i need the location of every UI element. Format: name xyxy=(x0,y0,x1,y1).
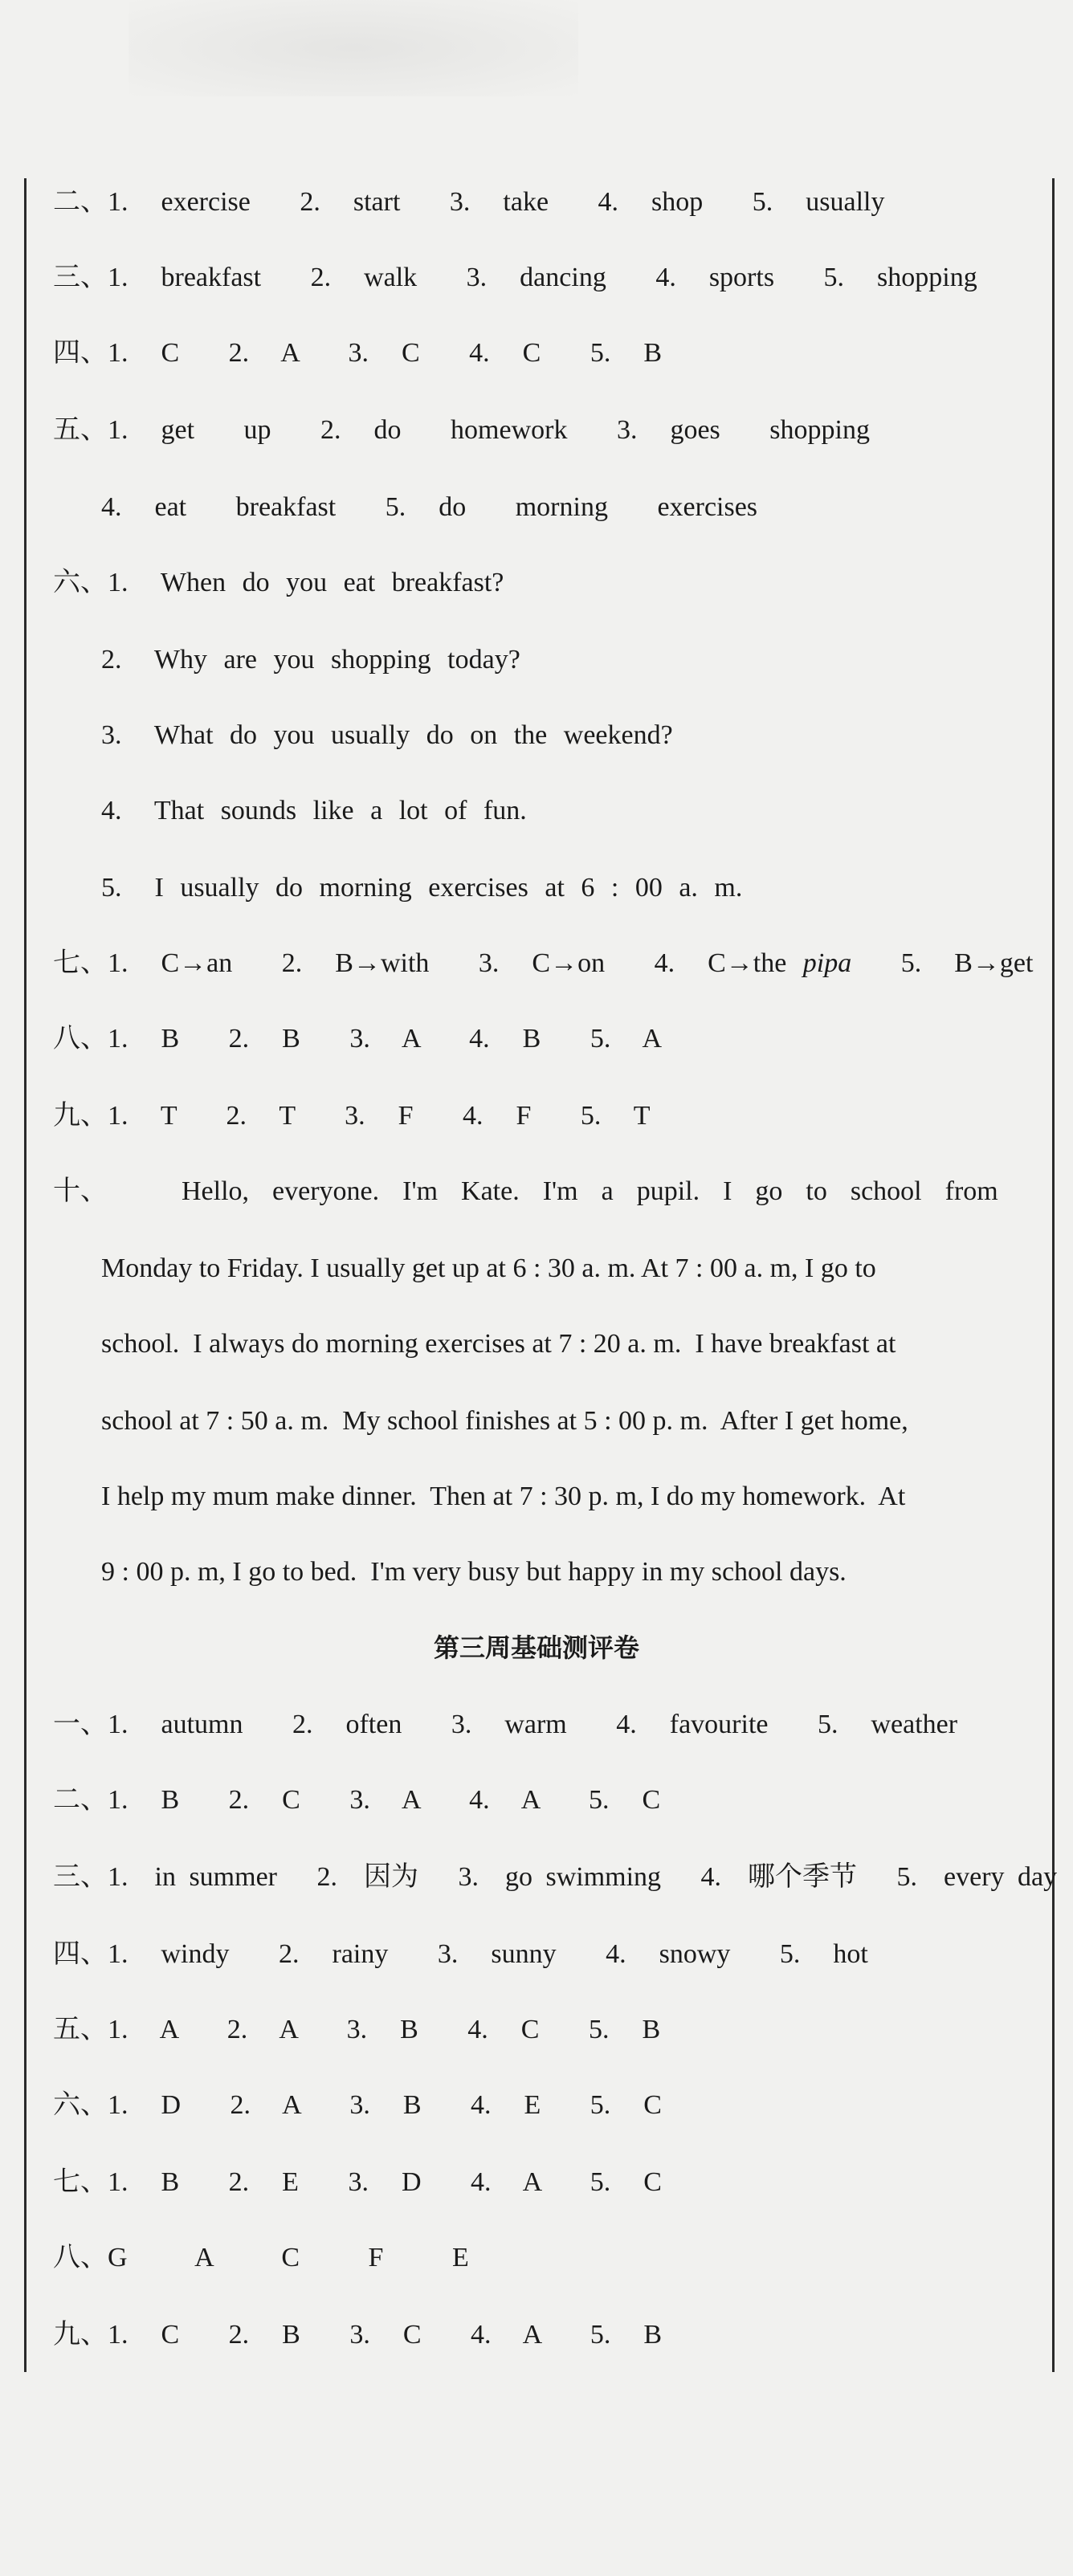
answer-line xyxy=(53,567,1033,599)
answer-text: 1. B 2. B 3. A 4. B 5. A xyxy=(108,1024,663,1054)
question-number: 四、 xyxy=(53,1939,108,1969)
answer-text: 1. autumn 2. often 3. warm 4. favourite 5. weather xyxy=(108,1710,958,1739)
answer-line xyxy=(53,1861,1058,1893)
question-number: 十、 xyxy=(53,1176,108,1206)
answer-text: 1. C 2. A 3. C 4. C 5. B xyxy=(108,338,663,368)
answer-text: 1. T 2. T 3. F 4. F 5. T xyxy=(108,1101,651,1131)
answer-line xyxy=(101,491,1073,524)
answer-line xyxy=(101,644,1073,676)
answer-line xyxy=(53,948,1033,980)
answer-line xyxy=(53,337,1033,369)
answer-line xyxy=(53,1938,1033,1971)
answer-line xyxy=(101,872,1073,904)
answer-line xyxy=(53,1784,1033,1816)
answer-line xyxy=(53,2242,1033,2274)
question-number: 八、 xyxy=(53,2243,108,2272)
answer-text: 2. Why are you shopping today? xyxy=(101,645,520,675)
answer-text: 1. breakfast 2. walk 3. dancing 4. sports 5. shopping xyxy=(108,263,977,292)
answer-text: 1. exercise 2. start 3. take 4. shop 5. usually xyxy=(108,187,885,217)
answer-line xyxy=(53,1023,1033,1055)
answer-text: 1. get up 2. do homework 3. goes shopping xyxy=(108,415,870,445)
question-number: 九、 xyxy=(53,1101,108,1131)
answer-text: 1. C→an 2. B→with 3. C→on 4. C→the xyxy=(108,948,803,978)
question-number: 六、 xyxy=(53,2090,108,2120)
left-border-rule xyxy=(24,178,27,2372)
answer-text: 5. I usually do morning exercises at 6 : 00 a. m. xyxy=(101,873,743,903)
question-number: 八、 xyxy=(53,1024,108,1054)
scan-smudge xyxy=(129,0,578,96)
question-number: 二、 xyxy=(53,187,108,217)
answer-line xyxy=(53,2166,1033,2199)
answer-line xyxy=(53,1100,1033,1132)
answer-text: 4. eat breakfast 5. do morning exercises xyxy=(101,492,758,522)
essay-line: 9 : 00 p. m, I go to bed. I'm very busy but happy in my school days. xyxy=(101,1557,847,1587)
answer-text: 4. That sounds like a lot of fun. xyxy=(101,796,527,825)
answer-line xyxy=(101,719,1073,752)
question-number: 一、 xyxy=(53,1710,108,1739)
section-title: 第三周基础测评卷 xyxy=(433,1632,639,1663)
answer-line xyxy=(53,1709,1033,1741)
question-number: 七、 xyxy=(53,2167,108,2197)
answer-text-italic: pipa xyxy=(802,948,852,978)
essay-line: school at 7 : 50 a. m. My school finishes at 5 : 00 p. m. After I get home, xyxy=(101,1406,908,1436)
essay-line: school. I always do morning exercises at 7 : 20 a. m. I have breakfast at xyxy=(101,1329,896,1359)
question-number: 六、 xyxy=(53,568,108,597)
answer-line xyxy=(53,186,1033,218)
answer-text: G A C F E xyxy=(108,2243,469,2272)
question-number: 三、 xyxy=(53,263,108,292)
question-number: 五、 xyxy=(53,415,108,445)
answer-text: 1. B 2. E 3. D 4. A 5. C xyxy=(108,2167,662,2197)
question-number: 五、 xyxy=(53,2015,108,2044)
question-number: 九、 xyxy=(53,2320,108,2350)
question-number: 二、 xyxy=(53,1785,108,1815)
essay-line: Monday to Friday. I usually get up at 6 : 30 a. m. At 7 : 00 a. m, I go to xyxy=(101,1253,876,1283)
answer-text: 1. in summer 2. 因为 3. go swimming 4. 哪个季节 5. every day xyxy=(108,1862,1058,1892)
answer-line xyxy=(53,2014,1033,2046)
answer-text: 1. A 2. A 3. B 4. C 5. B xyxy=(108,2015,661,2044)
question-number: 三、 xyxy=(53,1862,108,1892)
question-number: 四、 xyxy=(53,338,108,368)
answer-text: 3. What do you usually do on the weekend? xyxy=(101,720,673,750)
answer-text: 1. When do you eat breakfast? xyxy=(108,568,504,597)
answer-text: 1. windy 2. rainy 3. sunny 4. snowy 5. hot xyxy=(108,1939,868,1969)
answer-line xyxy=(53,414,1033,446)
answer-text: 5. B→get xyxy=(851,948,1034,978)
answer-text: 1. C 2. B 3. C 4. A 5. B xyxy=(108,2320,663,2350)
essay-line: I help my mum make dinner. Then at 7 : 30 p. m, I do my homework. At xyxy=(101,1482,906,1511)
answer-text: 1. B 2. C 3. A 4. A 5. C xyxy=(108,1785,661,1815)
answer-line xyxy=(53,2319,1033,2351)
essay-line: Hello, everyone. I'm Kate. I'm a pupil. I go to school from xyxy=(182,1176,998,1206)
answer-text: 1. D 2. A 3. B 4. E 5. C xyxy=(108,2090,662,2120)
answer-line xyxy=(101,795,1073,827)
question-number: 七、 xyxy=(53,948,108,978)
answer-line xyxy=(53,262,1033,294)
answer-line xyxy=(53,2089,1033,2122)
